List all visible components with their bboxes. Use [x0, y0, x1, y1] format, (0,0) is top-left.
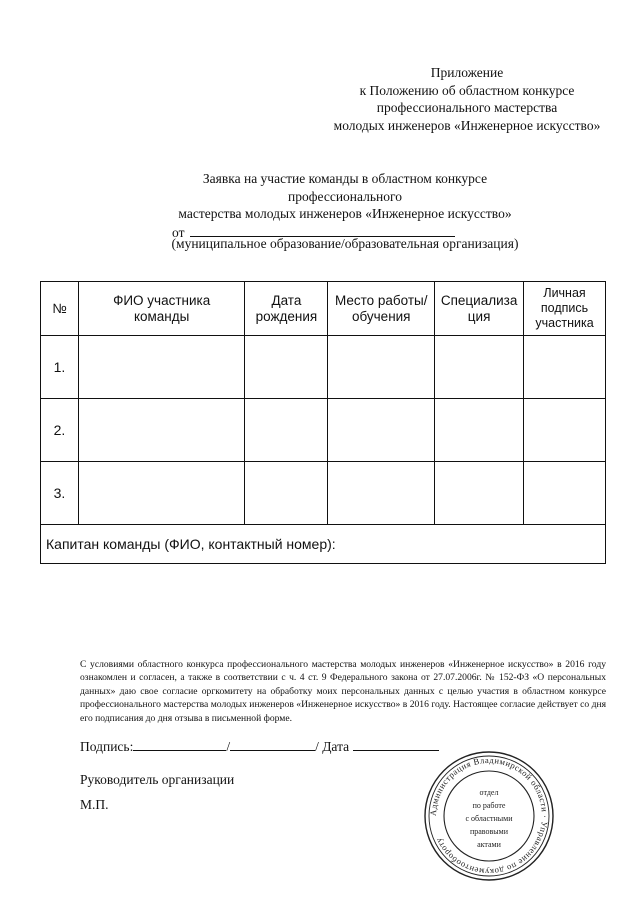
- stamp-line-5: актами: [477, 840, 501, 849]
- cell-specialization[interactable]: [435, 336, 524, 399]
- header-sign-line-2: подпись: [540, 301, 589, 315]
- appendix-line-2: к Положению об областном конкурсе: [359, 82, 575, 98]
- stamp-line-1: отдел: [479, 788, 499, 797]
- header-signature: [524, 282, 606, 336]
- header-dob-line-1: Дата: [271, 292, 302, 308]
- name-blank[interactable]: [230, 738, 315, 751]
- table-row: [41, 462, 606, 525]
- cell-dob[interactable]: [245, 462, 328, 525]
- header-fio-line-2: команды: [133, 308, 190, 324]
- header-sign-line-3: участника: [535, 316, 594, 330]
- header-place: [328, 282, 435, 336]
- signature-blank[interactable]: [133, 738, 226, 751]
- appendix-header: [300, 64, 634, 134]
- stamp-line-3: с областными: [465, 814, 513, 823]
- appendix-line-1: Приложение: [430, 65, 504, 80]
- cell-fio[interactable]: [78, 399, 245, 462]
- header-dob-line-2: рождения: [255, 308, 318, 324]
- signature-row: [80, 738, 439, 755]
- consent-paragraph: С условиями областного конкурса профессионального мастерства молодых инженеров «Инженерное искусство» в 2016 году ознакомлен и согласен, а также в соответствии с ч. 4 ст. 9 Федерального закона от 27.07.2006г. № 152-ФЗ «О персональных данных» даю свое согласие оргкомитету на обработку моих персональных данных с целью участия в областном конкурсе профессионального мастерства молодых инженеров «Инженерное искусство» в 2016 году. Настоящее согласие действует со дня его подписания до дня отзыва в письменной форме.: [80, 659, 606, 724]
- head-of-organization: Руководитель организации: [80, 772, 235, 787]
- cell-fio[interactable]: [78, 336, 245, 399]
- team-table: [40, 281, 606, 564]
- appendix-line-3: профессионального мастерства: [376, 100, 558, 115]
- seal-place-label: М.П.: [80, 797, 109, 812]
- captain-row: [41, 525, 606, 564]
- table-header-row: [41, 282, 606, 336]
- header-sign-line-1: Личная: [543, 286, 586, 300]
- header-spec-line-2: ция: [467, 308, 491, 324]
- appendix-line-4: молодых инженеров «Инженерное искусство»: [333, 117, 601, 133]
- application-title: [110, 170, 580, 223]
- cell-signature[interactable]: [524, 399, 606, 462]
- title-line-1: Заявка на участие команды в областном конкурсе: [202, 171, 488, 186]
- title-line-3: мастерства молодых инженеров «Инженерное искусство»: [178, 206, 512, 221]
- cell-fio[interactable]: [78, 462, 245, 525]
- row-number: 1.: [41, 336, 79, 399]
- date-label: / Дата: [315, 739, 350, 754]
- header-dob: [245, 282, 328, 336]
- stamp-line-2: по работе: [472, 801, 506, 810]
- official-stamp: [423, 750, 555, 882]
- header-place-line-2: обучения: [351, 308, 411, 324]
- header-spec-line-1: Специализа: [440, 292, 518, 308]
- cell-place[interactable]: [328, 336, 435, 399]
- row-number: 2.: [41, 399, 79, 462]
- cell-signature[interactable]: [524, 462, 606, 525]
- signature-label: Подпись:: [80, 739, 134, 754]
- stamp-line-4: правовыми: [469, 827, 509, 836]
- header-fio-line-1: ФИО участника: [113, 292, 211, 308]
- stamp-ring-text: Администрация Владимирской области · Управление по документообороту: [427, 754, 551, 878]
- cell-specialization[interactable]: [435, 399, 524, 462]
- cell-signature[interactable]: [524, 336, 606, 399]
- table-row: [41, 336, 606, 399]
- table-row: [41, 399, 606, 462]
- captain-cell[interactable]: Капитан команды (ФИО, контактный номер):: [41, 525, 606, 564]
- title-line-2: профессионального: [288, 188, 402, 204]
- row-number: 3.: [41, 462, 79, 525]
- cell-place[interactable]: [328, 462, 435, 525]
- cell-dob[interactable]: [245, 399, 328, 462]
- cell-specialization[interactable]: [435, 462, 524, 525]
- organization-caption: (муниципальное образование/образовательная организация): [171, 236, 519, 251]
- from-label: от: [172, 225, 185, 240]
- header-num: №: [41, 282, 79, 336]
- header-specialization: [435, 282, 524, 336]
- cell-dob[interactable]: [245, 336, 328, 399]
- cell-place[interactable]: [328, 399, 435, 462]
- signature-separator: /: [226, 739, 231, 754]
- header-fio: [78, 282, 245, 336]
- header-place-line-1: Место работы/: [334, 292, 428, 308]
